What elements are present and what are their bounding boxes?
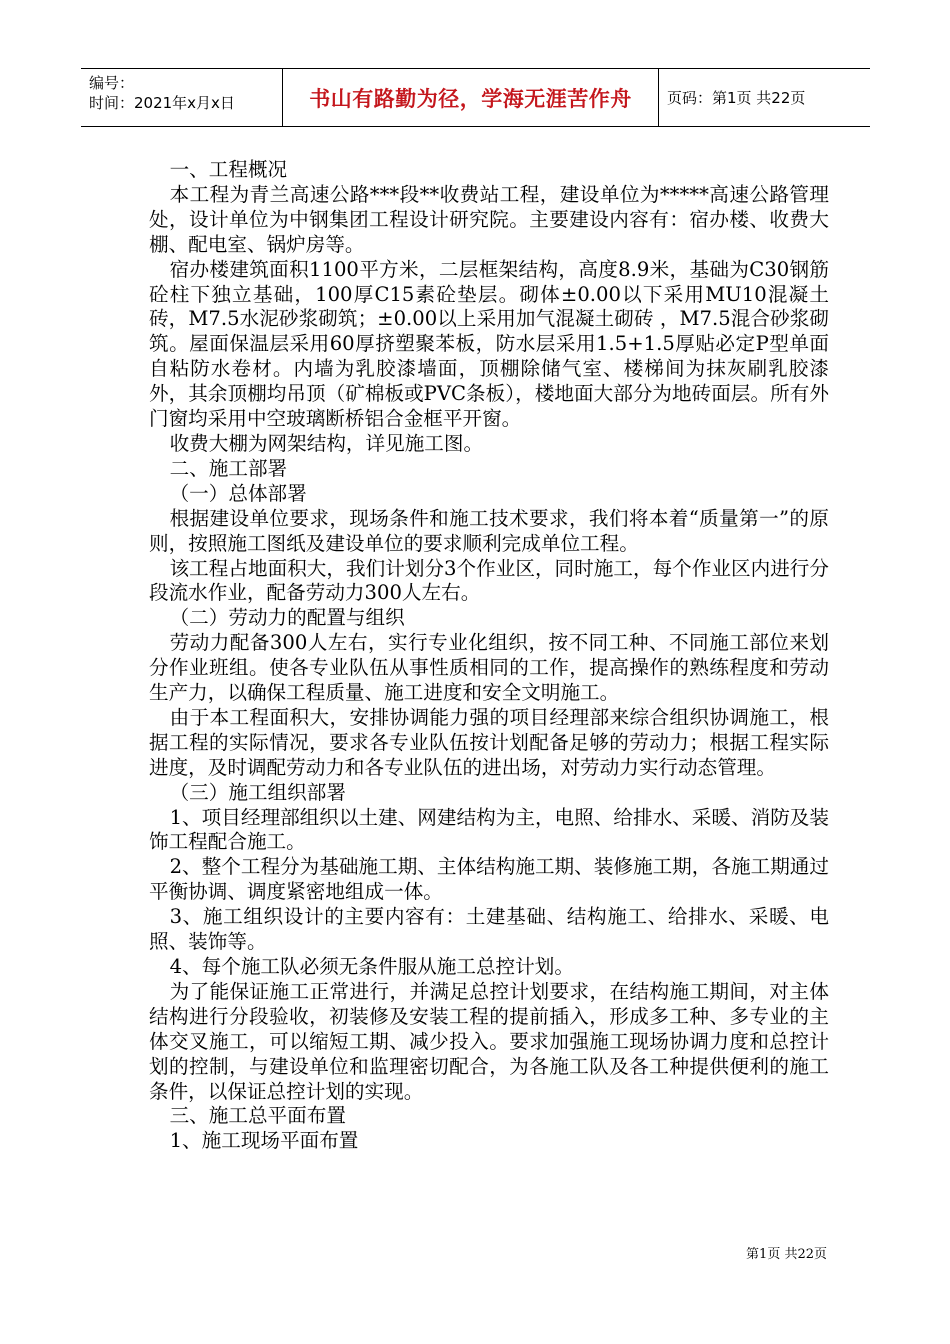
paragraph: 劳动力配备300人左右，实行专业化组织，按不同工种、不同施工部位来划分作业班组。使各专业队伍从事性质相同的工作，提高操作的熟练程度和劳动生产力，以确保工程质量、施工进度和安全文明施工。	[149, 631, 829, 705]
list-item: 2、整个工程分为基础施工期、主体结构施工期、装修施工期，各施工期通过平衡协调、调度紧密地组成一体。	[149, 855, 829, 904]
paragraph: 宿办楼建筑面积1100平方米，二层框架结构，高度8.9米，基础为C30钢筋砼柱下独立基础，100厚C15素砼垫层。砌体±0.00以下采用MU10混凝土砖，M7.5水泥砂浆砌筑；±0.00以上采用加气混凝土砌砖 ，M7.5混合砂浆砌筑。屋面保温层采用60厚挤塑聚苯板，防水层采用1.5+1.5厚贴必定P型单面自粘防水卷材。内墙为乳胶漆墙面，顶棚除储气室、楼梯间为抹灰刷乳胶漆外，其余顶棚均吊顶（矿棉板或PVC条板），楼地面大部分为地砖面层。所有外门窗均采用中空玻璃断桥铝合金框平开窗。	[149, 257, 829, 431]
list-item: 3、施工组织设计的主要内容有：土建基础、结构施工、给排水、采暖、电照、装饰等。	[149, 905, 829, 954]
list-item: 1、项目经理部组织以土建、网建结构为主，电照、给排水、采暖、消防及装饰工程配合施工。	[149, 805, 829, 854]
subsection-heading: （三）施工组织部署	[169, 780, 346, 804]
header-meta	[81, 69, 283, 126]
subsection-heading: （二）劳动力的配置与组织	[169, 606, 405, 630]
paragraph: 收费大棚为网架结构，详见施工图。	[169, 431, 484, 455]
subsection-heading: （一）总体部署	[169, 481, 307, 505]
section-heading: 一、工程概况	[169, 158, 288, 181]
section-heading: 二、施工部署	[169, 456, 288, 480]
list-item: 4、每个施工队必须无条件服从施工总控计划。	[169, 955, 574, 978]
paragraph: 该工程占地面积大，我们计划分3个作业区，同时施工，每个作业区内进行分段流水作业，配备劳动力300人左右。	[149, 556, 829, 605]
header-page-info: 页码：第1页 共22页	[667, 89, 806, 107]
section-heading: 三、施工总平面布置	[169, 1104, 346, 1128]
number-label: 编号：	[89, 74, 135, 92]
page-footer: 第1页 共22页	[746, 1247, 827, 1262]
list-item: 1、施工现场平面布置	[169, 1129, 359, 1153]
paragraph: 根据建设单位要求，现场条件和施工技术要求，我们将本着“质量第一”的原则，按照施工图纸及建设单位的要求顺利完成单位工程。	[149, 506, 829, 555]
paragraph: 由于本工程面积大，安排协调能力强的项目经理部来综合组织协调施工，根据工程的实际情况，要求各专业队伍按计划配备足够的劳动力；根据工程实际进度，及时调配劳动力和各专业队伍的进出场，对劳动力实行动态管理。	[149, 705, 829, 779]
paragraph: 为了能保证施工正常进行，并满足总控计划要求，在结构施工期间，对主体结构进行分段验收，初装修及安装工程的提前插入，形成多工种、多专业的主体交叉施工，可以缩短工期、减少投入。要求加强施工现场协调力度和总控计划的控制，与建设单位和监理密切配合，为各施工队及各工种提供便利的施工条件，以保证总控计划的实现。	[149, 979, 829, 1103]
header-motto: 书山有路勤为径，学海无涯苦作舟	[283, 69, 659, 126]
document-body	[149, 158, 829, 1154]
page-header	[81, 68, 870, 127]
paragraph: 本工程为青兰高速公路***段**收费站工程，建设单位为*****高速公路管理处，设计单位为中钢集团工程设计研究院。主要建设内容有：宿办楼、收费大棚、配电室、锅炉房等。	[149, 182, 829, 256]
time-label: 时间：2021年x月x日	[89, 94, 235, 112]
